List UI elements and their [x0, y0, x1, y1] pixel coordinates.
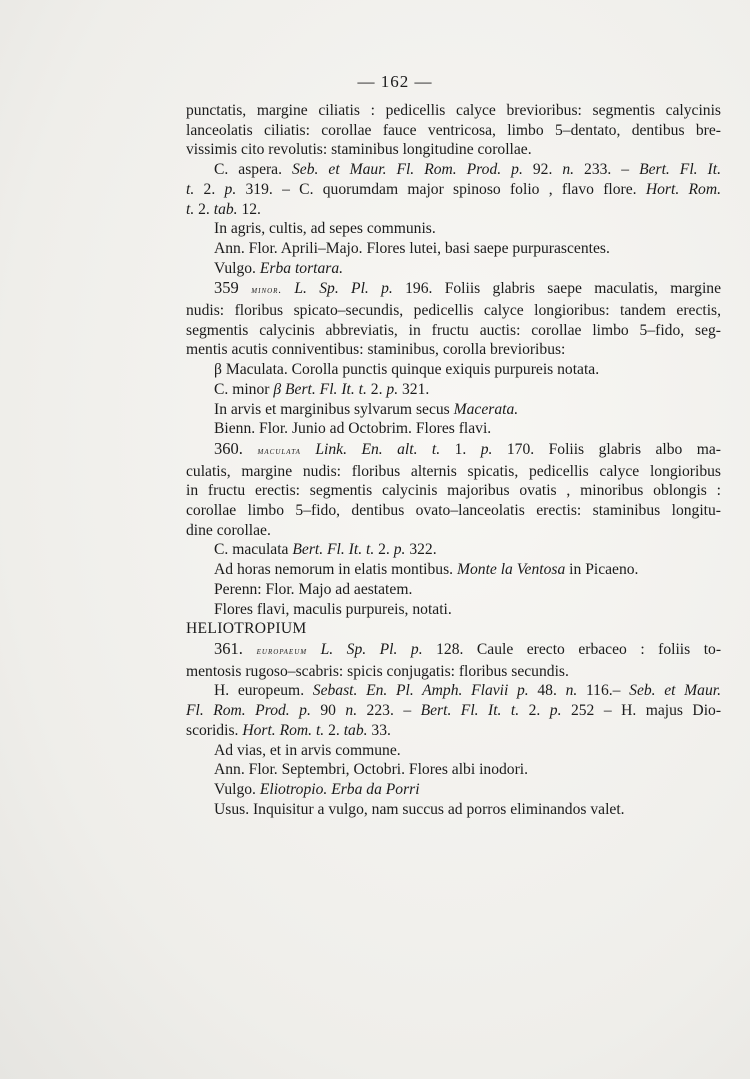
- citation-line: C. minor β Bert. Fl. It. t. 2. p. 321.: [214, 380, 430, 398]
- species-heading-359: 359 minor. L. Sp. Pl. p. 196. Foliis glabris saepe maculatis, margine: [214, 278, 721, 298]
- genus-heading: HELIOTROPIUM: [186, 620, 307, 638]
- citation-line: t. 2. tab. 12.: [186, 200, 261, 218]
- vernacular-line: Vulgo. Eliotropio. Erba da Porri: [214, 780, 420, 798]
- text-line: nudis: floribus spicato–secundis, pedicellis calyce longioribus: tandem erectis,: [186, 302, 721, 320]
- text-line: mentosis rugoso–scabris: spicis conjugatis: floribus secundis.: [186, 662, 569, 680]
- citation-line: C. maculata Bert. Fl. It. t. 2. p. 322.: [214, 541, 437, 559]
- text-line: culatis, margine nudis: floribus alternis spicatis, pedicellis calyce longioribus: [186, 462, 721, 480]
- description-line: Flores flavi, maculis purpureis, notati.: [214, 600, 452, 618]
- habitat-line: Ad horas nemorum in elatis montibus. Monte la Ventosa in Picaeno.: [214, 561, 639, 579]
- flowering-line: Ann. Flor. Aprili–Majo. Flores lutei, basi saepe purpurascentes.: [214, 239, 610, 257]
- text-line: mentis acutis conniventibus: staminibus, corolla brevioribus:: [186, 341, 566, 359]
- text-line: lanceolatis ciliatis: corollae fauce ventricosa, limbo 5–dentato, dentibus bre-: [186, 121, 721, 139]
- citation-line: H. europeum. Sebast. En. Pl. Amph. Flavii p. 48. n. 116.– Seb. et Maur.: [214, 682, 721, 700]
- text-line: segmentis calycinis abbreviatis, in fructu auctis: corollae limbo 5–fido, seg-: [186, 321, 721, 339]
- citation-line: t. 2. p. 319. – C. quorumdam major spinoso folio , flavo flore. Hort. Rom.: [186, 180, 721, 198]
- flowering-line: Ann. Flor. Septembri, Octobri. Flores albi inodori.: [214, 761, 529, 779]
- text-line: punctatis, margine ciliatis : pedicellis calyce brevioribus: segmentis calycinis: [186, 102, 721, 119]
- habitat-line: In agris, cultis, ad sepes communis.: [214, 220, 436, 238]
- habitat-line: Ad vias, et in arvis commune.: [214, 741, 401, 759]
- species-heading-360: 360. maculata Link. En. alt. t. 1. p. 170. Foliis glabris albo ma-: [214, 438, 721, 458]
- citation-line: scoridis. Hort. Rom. t. 2. tab. 33.: [186, 721, 391, 739]
- text-line: dine corollae.: [186, 521, 271, 539]
- citation-line: Fl. Rom. Prod. p. 90 n. 223. – Bert. Fl. It. t. 2. p. 252 – H. majus Dio-: [186, 702, 722, 720]
- vernacular-line: Vulgo. Erba tortara.: [214, 259, 344, 277]
- habitat-line: In arvis et marginibus sylvarum secus Macerata.: [214, 400, 519, 418]
- flowering-line: Bienn. Flor. Junio ad Octobrim. Flores flavi.: [214, 420, 492, 438]
- citation-line: C. aspera. Seb. et Maur. Fl. Rom. Prod. p. 92. n. 233. – Bert. Fl. It.: [214, 161, 721, 179]
- text-line: vissimis cito revolutis: staminibus longitudine corollae.: [186, 141, 532, 159]
- page-text: [186, 101, 721, 819]
- text-line: corollae limbo 5–fido, dentibus ovato–lanceolatis erectis: staminibus longitu-: [186, 502, 721, 520]
- page-number: — 162 —: [357, 72, 433, 91]
- species-heading-361: 361. europaeum L. Sp. Pl. p. 128. Caule erecto erbaceo : foliis to-: [214, 638, 722, 658]
- usage-line: Usus. Inquisitur a vulgo, nam succus ad porros eliminandos valet.: [214, 800, 625, 818]
- text-line: in fructu erectis: segmentis calycinis majoribus ovatis , minoribus oblongis :: [186, 482, 721, 500]
- variety-line: β Maculata. Corolla punctis quinque exiquis purpureis notata.: [214, 361, 600, 379]
- flowering-line: Perenn: Flor. Majo ad aestatem.: [214, 580, 413, 598]
